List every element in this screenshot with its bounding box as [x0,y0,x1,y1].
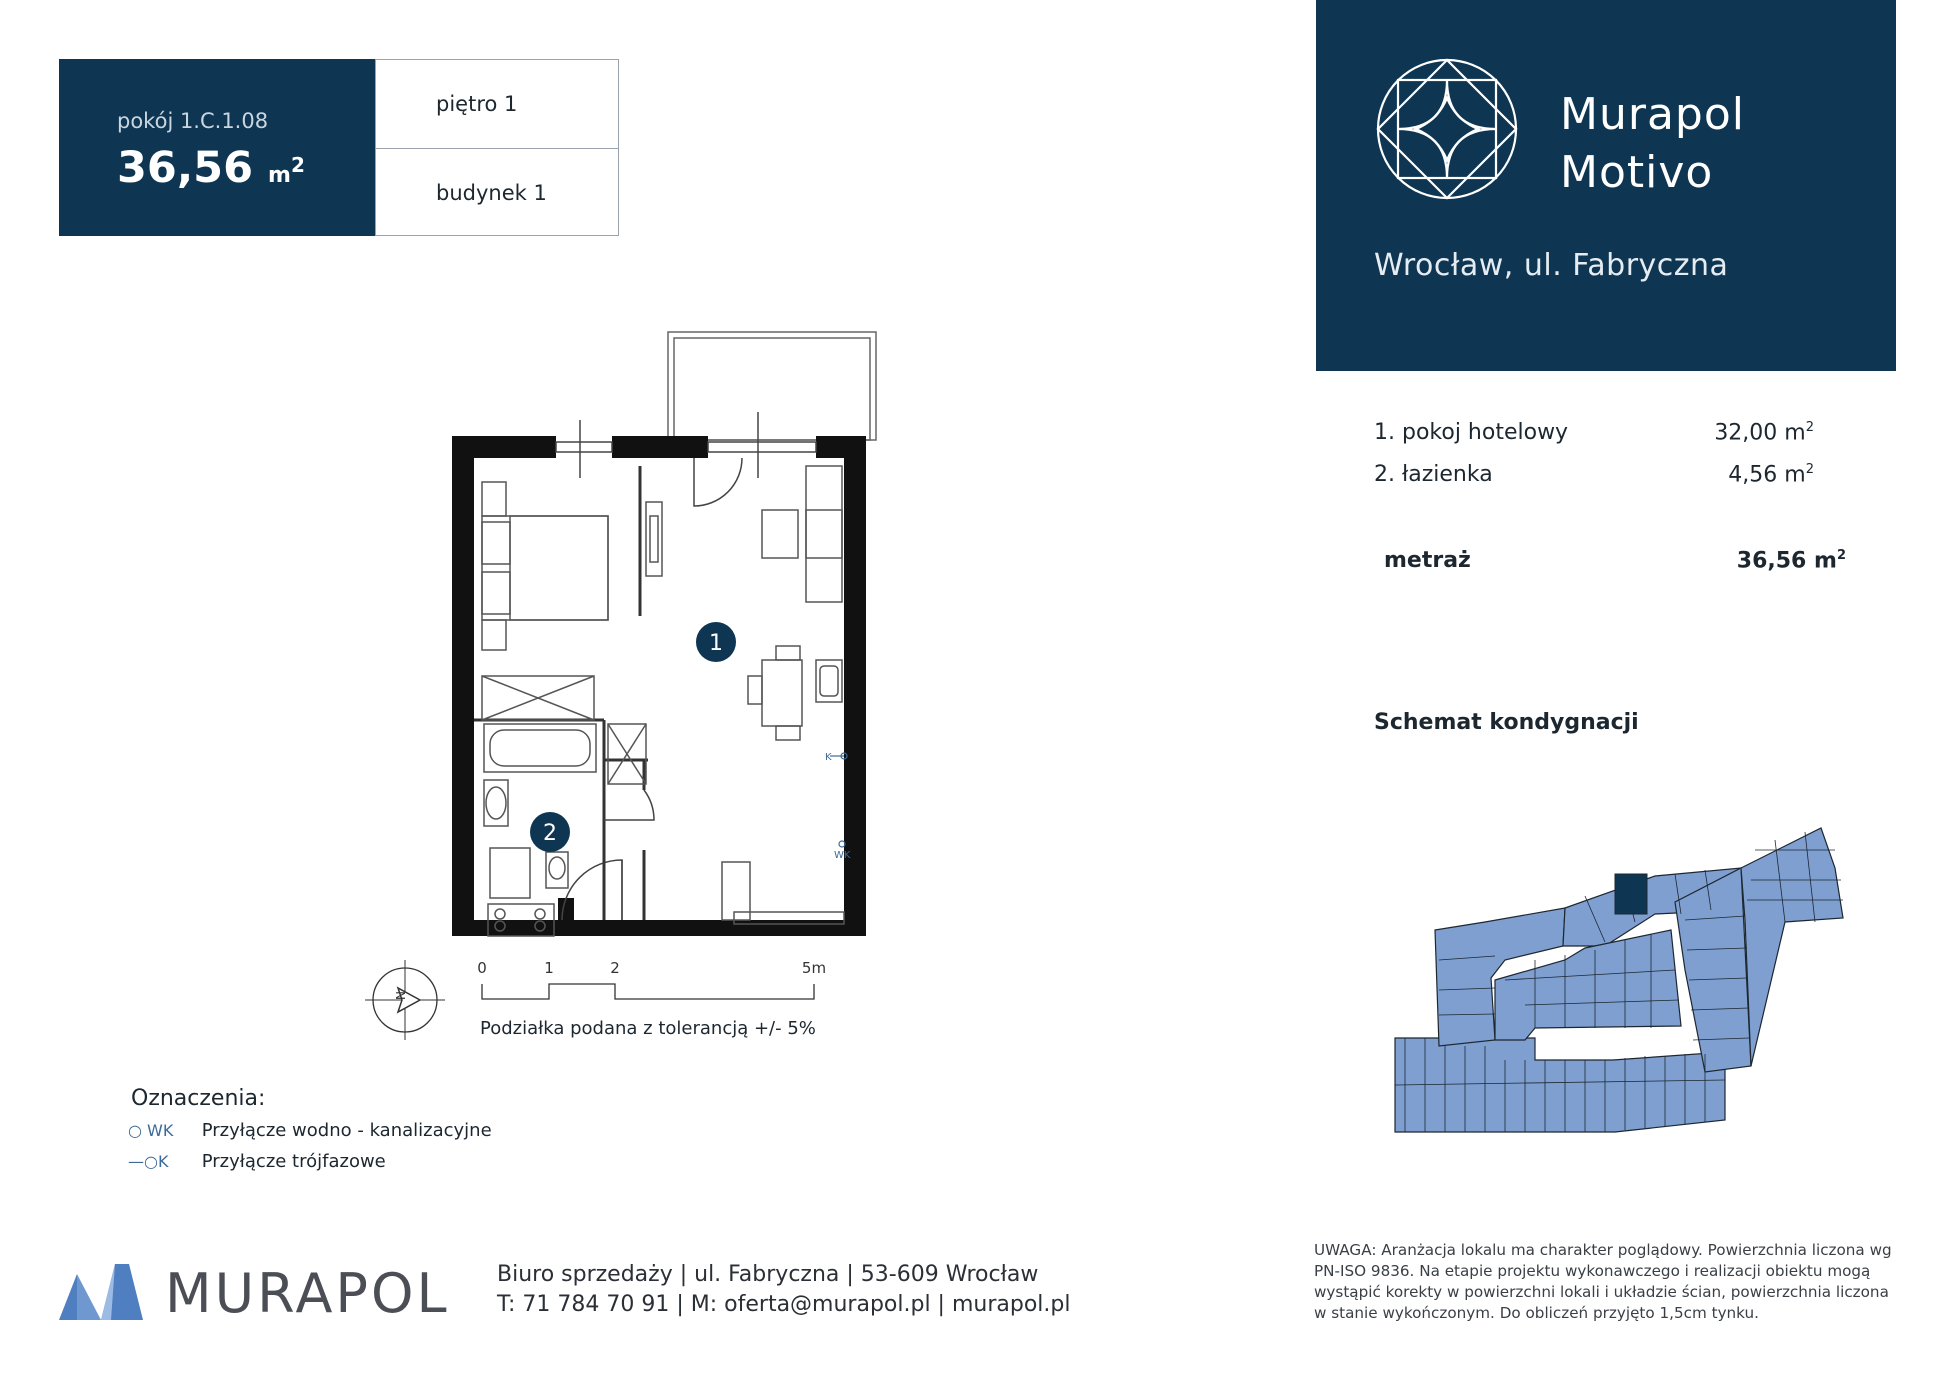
bathroom-door [604,790,654,820]
scale-bar [470,958,830,1008]
bed [482,482,608,650]
office-contact: T: 71 784 70 91 | M: oferta@murapol.pl | murapol.pl [497,1292,1071,1317]
total-value: 36,56 $m^2$ [1736,548,1846,574]
building-cell: budynek 1 [376,148,618,236]
outer-walls [452,436,866,936]
room-row [1374,420,1844,462]
brand-panel [1316,0,1896,371]
room-label: 2. łazienka [1374,462,1493,487]
scale-tick: 1 [544,959,554,977]
compass-icon [360,955,450,1045]
bathtub [484,724,596,772]
disclaimer-note: UWAGA: Aranżacja lokalu ma charakter poglądowy. Powierzchnia liczona wg PN-ISO 9836. Na etapie projektu wykonawczego i realizacji obiektu mogą wystąpić korekty w powierzchni lokali i układzie ścian, powierzchnia liczona w stanie wykończonym. Do obliczeń przyjęto 1,5cm tynku. [1314,1241,1892,1322]
room-area: 4,56 $m^2$ [1728,462,1814,488]
scale-tick: 0 [477,959,487,977]
brand-name: Murapol Motivo [1560,89,1745,198]
scale-tick: 2 [610,959,620,977]
k-outlet-label: K [825,752,832,763]
room-row [1374,462,1844,504]
room-area: 32,00 $m^2$ [1714,420,1814,446]
floor-schema-title: Schemat kondygnacji [1374,710,1639,735]
unit-area [117,143,305,193]
washing-machine [490,848,530,898]
kitchenette [816,660,842,702]
svg-text:N: N [394,991,408,1000]
murapol-logo-icon [59,1260,143,1322]
unit-number: pokój 1.C.1.08 [117,109,269,133]
entry-wardrobe [722,862,844,924]
motivo-logo-icon [1376,58,1518,200]
balcony-door [694,458,742,506]
toilet [546,852,568,888]
wk-legend-icon: ○ WK [128,1121,174,1140]
legend-label: Przyłącze wodno - kanalizacyjne [201,1120,492,1141]
wk-outlet-label: WK [834,850,851,861]
floor-cell: piętro 1 [436,92,518,116]
legend-title: Oznaczenia: [131,1086,266,1111]
room-marker-2 [530,812,570,852]
room-marker-1 [696,622,736,662]
sofa [762,466,842,602]
washbasin [484,780,508,826]
legend-item [128,1120,492,1141]
floor-plan [440,320,900,960]
total-label: metraż [1384,548,1471,573]
unit-info-table [375,59,619,236]
k-legend-icon: —○K [128,1152,169,1171]
selected-unit-marker [1615,874,1647,914]
shower [608,724,646,784]
office-address: Biuro sprzedaży | ul. Fabryczna | 53-609 Wrocław [497,1262,1039,1287]
brand-location: Wrocław, ul. Fabryczna [1374,248,1729,283]
scale-note: Podziałka podana z tolerancją +/- 5% [480,1018,816,1039]
wardrobe [482,676,594,720]
dining-table [748,646,802,740]
legend-item [128,1151,386,1172]
scale-tick: 5m [801,959,827,977]
desk [646,502,662,576]
total-area-row [1384,548,1854,573]
floor-schema [1385,810,1855,1140]
unit-area-value: 36,56 [117,143,254,193]
legend-label: Przyłącze trójfazowe [201,1151,386,1172]
svg-text:1: 1 [709,631,723,656]
unit-summary-panel [59,59,375,236]
room-list [1374,420,1844,504]
room-label: 1. pokoj hotelowy [1374,420,1569,445]
svg-text:2: 2 [543,821,557,846]
murapol-wordmark: MURAPOL [165,1262,450,1325]
sales-office-info [497,1260,1070,1320]
unit-area-unit: $m^2$ [268,152,305,188]
balcony [668,332,876,440]
